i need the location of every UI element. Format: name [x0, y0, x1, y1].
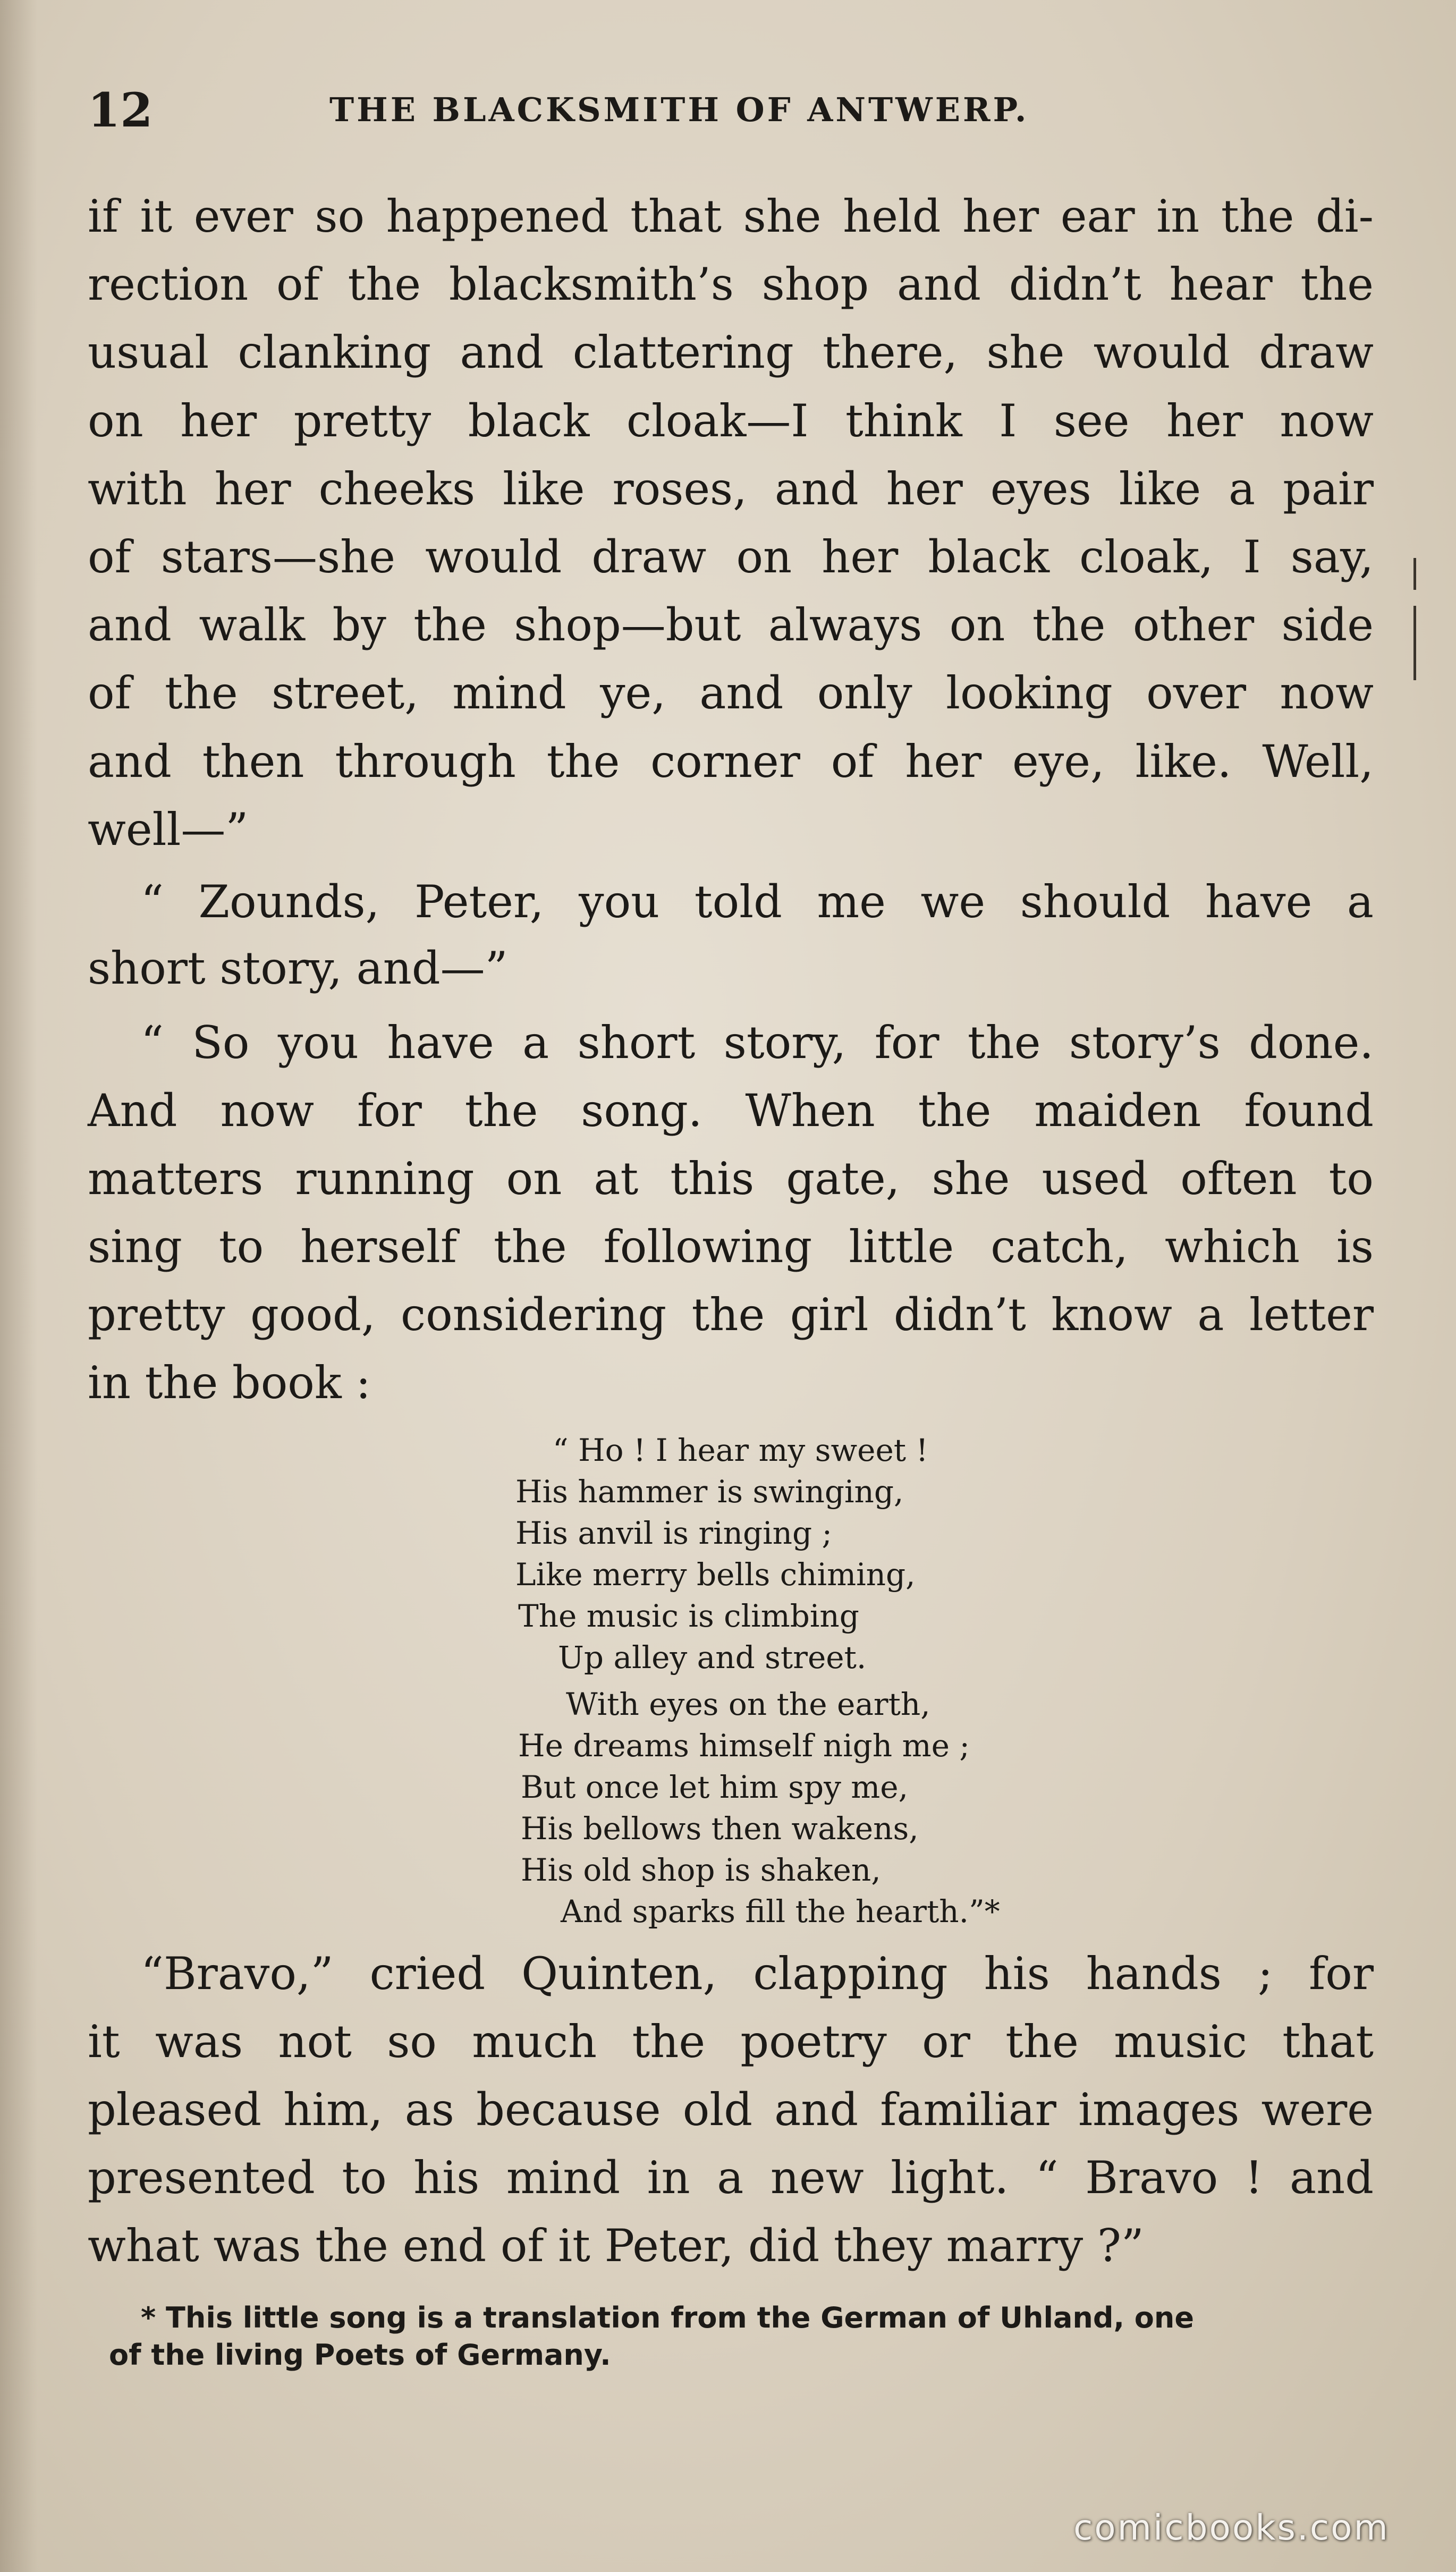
- body-line: and walk by the shop—but always on the other side: [88, 599, 1374, 651]
- body-line: “ So you have a short story, for the story’s done.: [141, 1017, 1374, 1069]
- page-number: 12: [88, 82, 153, 138]
- poem-line: His anvil is ringing ;: [515, 1515, 833, 1551]
- poem-line: His old shop is shaken,: [521, 1852, 881, 1888]
- body-line: presented to his mind in a new light. “ Bravo ! and: [88, 2152, 1374, 2204]
- body-line: matters running on at this gate, she used often to: [88, 1153, 1374, 1205]
- body-line: pleased him, as because old and familiar images were: [88, 2084, 1374, 2136]
- poem-line: The music is climbing: [518, 1598, 859, 1634]
- poem-line: His hammer is swinging,: [515, 1474, 904, 1510]
- footnote-line: * This little song is a translation from the German of Uhland, one: [141, 2301, 1194, 2334]
- body-line: rection of the blacksmith’s shop and didn’t hear the: [88, 258, 1374, 310]
- margin-rule: [1413, 606, 1416, 680]
- body-line: well—”: [88, 803, 249, 856]
- body-line: it was not so much the poetry or the music that: [88, 2016, 1374, 2068]
- poem-line: “ Ho ! I hear my sweet !: [553, 1432, 928, 1468]
- body-line: of stars—she would draw on her black cloak, I say,: [88, 531, 1374, 583]
- body-line: with her cheeks like roses, and her eyes like a pair: [88, 463, 1374, 515]
- body-line: short story, and—”: [88, 942, 508, 994]
- body-line: “Bravo,” cried Quinten, clapping his hands ; for: [141, 1948, 1374, 2000]
- body-line: And now for the song. When the maiden found: [88, 1085, 1374, 1137]
- body-line: what was the end of it Peter, did they marry ?”: [88, 2220, 1144, 2272]
- poem-line: And sparks fill the hearth.”*: [561, 1893, 1000, 1930]
- body-line: of the street, mind ye, and only looking over now: [88, 667, 1374, 719]
- poem-line: He dreams himself nigh me ;: [518, 1728, 970, 1764]
- body-line: usual clanking and clattering there, she would draw: [88, 326, 1374, 378]
- poem-line: But once let him spy me,: [521, 1769, 909, 1805]
- poem-line: His bellows then wakens,: [521, 1810, 919, 1847]
- poem-line: Like merry bells chiming,: [515, 1556, 916, 1593]
- page-gutter-shadow: [0, 0, 37, 2572]
- body-line: if it ever so happened that she held her ear in the di-: [88, 190, 1374, 242]
- margin-rule: [1413, 558, 1416, 590]
- body-line: on her pretty black cloak—I think I see her now: [88, 395, 1374, 447]
- poem-line: Up alley and street.: [558, 1639, 867, 1676]
- body-line: sing to herself the following little catch, which is: [88, 1221, 1374, 1273]
- body-line: “ Zounds, Peter, you told me we should have a: [141, 876, 1374, 928]
- body-line: and then through the corner of her eye, like. Well,: [88, 735, 1374, 788]
- footnote-line: of the living Poets of Germany.: [109, 2338, 611, 2372]
- running-head: THE BLACKSMITH OF ANTWERP.: [329, 90, 1029, 129]
- body-line: in the book :: [88, 1357, 371, 1409]
- watermark: comicbooks.com: [1073, 2507, 1390, 2548]
- poem-line: With eyes on the earth,: [566, 1686, 930, 1722]
- body-line: pretty good, considering the girl didn’t know a letter: [88, 1289, 1374, 1341]
